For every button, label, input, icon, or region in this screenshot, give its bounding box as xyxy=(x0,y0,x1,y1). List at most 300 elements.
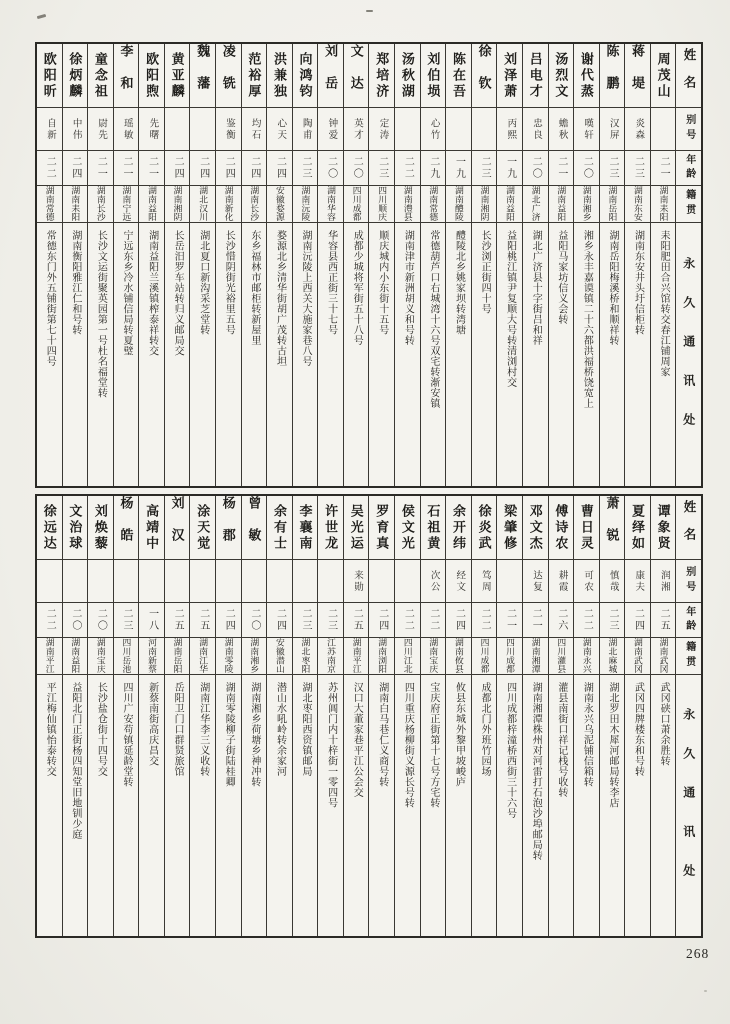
address-cell: 苏州阊门内十梓街一零四号 xyxy=(325,682,337,808)
alias-cell xyxy=(165,560,190,603)
person-column xyxy=(317,496,343,936)
person-column xyxy=(496,496,522,936)
age-cell: 二四 xyxy=(242,151,267,186)
name-cell: 刘伯埙 xyxy=(421,44,446,108)
person-column xyxy=(189,496,215,936)
age-cell: 二〇 xyxy=(318,151,343,186)
alias-cell: 中伟 xyxy=(63,108,88,151)
name-cell: 余有士 xyxy=(267,496,292,560)
age-cell: 二二 xyxy=(472,603,497,638)
native-place-cell: 湖南宝庆 xyxy=(421,638,446,675)
native-place-cell: 湖北麻城 xyxy=(600,638,625,675)
address-cell: 长沙惜阴街光裕里五号 xyxy=(223,230,235,335)
person-column xyxy=(573,44,599,486)
native-place-cell: 湖南醴陵 xyxy=(446,186,471,223)
age-cell: 二四 xyxy=(190,151,215,186)
alias-cell xyxy=(651,108,676,151)
native-place-cell: 湖南攸县 xyxy=(446,638,471,675)
person-column xyxy=(368,496,394,936)
address-cell: 湘乡永丰嘉谟镇二十六都洪福桥饶宽上 xyxy=(581,230,593,409)
name-cell: 汤秋湖 xyxy=(395,44,420,108)
address-cell: 婺源北乡清华街胡广茂转古坦 xyxy=(274,230,286,367)
person-column xyxy=(215,44,241,486)
person-column xyxy=(522,496,548,936)
native-place-cell: 湖南沅陵 xyxy=(293,186,318,223)
name-cell: 刘泽萧 xyxy=(497,44,522,108)
alias-cell xyxy=(216,560,241,603)
age-cell: 一九 xyxy=(446,151,471,186)
name-cell: 曾敏 xyxy=(242,496,267,560)
name-cell: 李和 xyxy=(114,44,139,108)
age-cell: 二〇 xyxy=(574,151,599,186)
person-column xyxy=(138,44,164,486)
alias-cell xyxy=(139,560,164,603)
native-place-cell: 湖南东安 xyxy=(625,186,650,223)
alias-cell: 自新 xyxy=(37,108,62,151)
address-cell: 常德东门外五铺街第七十四号 xyxy=(44,230,56,367)
person-column xyxy=(241,44,267,486)
address-cell: 武冈四牌楼东和号转 xyxy=(632,682,644,777)
person-column xyxy=(62,496,88,936)
scan-artifact xyxy=(366,10,373,12)
header-column xyxy=(675,496,701,936)
native-place-cell: 湖南长沙 xyxy=(88,186,113,223)
person-column xyxy=(624,496,650,936)
native-place-cell: 安徽婺源 xyxy=(267,186,292,223)
native-place-cell: 湖南宁远 xyxy=(114,186,139,223)
scan-artifact xyxy=(704,990,707,992)
person-column xyxy=(599,496,625,936)
name-cell: 魏藩 xyxy=(190,44,215,108)
page-number: 268 xyxy=(686,946,710,961)
address-cell: 湖南衡阳雅江仁和号转 xyxy=(69,230,81,335)
native-place-cell: 湖南江华 xyxy=(190,638,215,675)
address-cell: 湖南湘乡荷塘乡神冲转 xyxy=(248,682,260,787)
age-cell: 二二 xyxy=(37,603,62,638)
header-name: 姓名 xyxy=(676,44,701,108)
name-cell: 吴光运 xyxy=(344,496,369,560)
native-place-cell: 湖南常德 xyxy=(37,186,62,223)
age-cell: 二四 xyxy=(216,603,241,638)
name-cell: 徐钦 xyxy=(472,44,497,108)
age-cell: 二〇 xyxy=(63,603,88,638)
address-cell: 四川成都梓潼桥西街三十六号 xyxy=(504,682,516,819)
person-column xyxy=(215,496,241,936)
age-cell: 二二 xyxy=(574,603,599,638)
native-place-cell: 湖南武冈 xyxy=(625,638,650,675)
address-cell: 新蔡南街高庆昌交 xyxy=(146,682,158,766)
address-cell: 灌县南街口祥记栈号收转 xyxy=(555,682,567,798)
address-cell: 东乡福林市邮柜转新屋里 xyxy=(248,230,260,346)
alias-cell: 定涛 xyxy=(369,108,394,151)
age-cell: 二二 xyxy=(395,603,420,638)
age-cell: 二四 xyxy=(267,603,292,638)
native-place-cell: 湖南宝庆 xyxy=(88,638,113,675)
native-place-cell: 湖南湘乡 xyxy=(574,186,599,223)
header-native-place: 籍贯 xyxy=(676,638,701,675)
age-cell: 二三 xyxy=(369,151,394,186)
person-column xyxy=(548,44,574,486)
person-column xyxy=(394,496,420,936)
person-column xyxy=(87,44,113,486)
native-place-cell: 湖南耒阳 xyxy=(63,186,88,223)
header-address: 永久通讯处 xyxy=(681,708,696,903)
native-place-cell: 四川岳池 xyxy=(114,638,139,675)
age-cell: 二三 xyxy=(293,151,318,186)
alias-cell: 耕霞 xyxy=(549,560,574,603)
address-cell: 湖南津市新洲胡义和号转 xyxy=(402,230,414,346)
person-column xyxy=(62,44,88,486)
age-cell: 一八 xyxy=(139,603,164,638)
alias-cell: 心天 xyxy=(267,108,292,151)
native-place-cell: 湖南湘阴 xyxy=(472,186,497,223)
header-age: 年龄 xyxy=(676,603,701,638)
age-cell: 二四 xyxy=(267,151,292,186)
person-column xyxy=(394,44,420,486)
address-cell: 汉口大董家巷平江公会交 xyxy=(351,682,363,798)
age-cell: 二九 xyxy=(421,151,446,186)
age-cell: 二五 xyxy=(344,603,369,638)
native-place-cell: 四川顺庆 xyxy=(369,186,394,223)
native-place-cell: 湖北广济 xyxy=(523,186,548,223)
age-cell: 二四 xyxy=(165,151,190,186)
address-cell: 岳阳卫门口群贤旅馆 xyxy=(172,682,184,777)
alias-cell xyxy=(88,560,113,603)
name-cell: 徐炎武 xyxy=(472,496,497,560)
address-cell: 长沙浏正街四十号 xyxy=(479,230,491,314)
alias-cell: 润湘 xyxy=(651,560,676,603)
native-place-cell: 四川成都 xyxy=(344,186,369,223)
native-place-cell: 湖南华容 xyxy=(318,186,343,223)
alias-cell xyxy=(497,560,522,603)
native-place-cell: 湖南平江 xyxy=(344,638,369,675)
person-column xyxy=(87,496,113,936)
directory-table-top xyxy=(35,42,703,488)
native-place-cell: 湖北汉川 xyxy=(190,186,215,223)
native-place-cell: 湖南湘乡 xyxy=(242,638,267,675)
age-cell: 二一 xyxy=(549,151,574,186)
native-place-cell: 湖南零陵 xyxy=(216,638,241,675)
name-cell: 傅诗农 xyxy=(549,496,574,560)
age-cell: 二四 xyxy=(625,603,650,638)
native-place-cell: 四川成都 xyxy=(472,638,497,675)
name-cell: 梁肇修 xyxy=(497,496,522,560)
name-cell: 欧阳煦 xyxy=(139,44,164,108)
alias-cell xyxy=(190,560,215,603)
alias-cell xyxy=(293,560,318,603)
age-cell: 二六 xyxy=(549,603,574,638)
alias-cell xyxy=(472,108,497,151)
name-cell: 杨皓 xyxy=(114,496,139,560)
age-cell: 二四 xyxy=(63,151,88,186)
person-column xyxy=(292,496,318,936)
name-cell: 侯文光 xyxy=(395,496,420,560)
native-place-cell: 湖南澧县 xyxy=(395,186,420,223)
address-cell: 湖南湘潭株州对河雷打石泡沙埠邮局转 xyxy=(530,682,542,861)
address-cell: 长沙盐仓街十四号交 xyxy=(95,682,107,777)
native-place-cell: 四川成都 xyxy=(497,638,522,675)
native-place-cell: 湖南耒阳 xyxy=(651,186,676,223)
address-cell: 成都少城将军街五十八号 xyxy=(351,230,363,346)
alias-cell: 钟爱 xyxy=(318,108,343,151)
alias-cell: 蟾秋 xyxy=(549,108,574,151)
native-place-cell: 湖南武冈 xyxy=(651,638,676,675)
age-cell: 二二 xyxy=(395,151,420,186)
alias-cell: 汉屏 xyxy=(600,108,625,151)
age-cell: 二〇 xyxy=(242,603,267,638)
age-cell: 二五 xyxy=(190,603,215,638)
name-cell: 向鸿钧 xyxy=(293,44,318,108)
name-cell: 涂天觉 xyxy=(190,496,215,560)
address-cell: 湖北广济县十字街吕和祥 xyxy=(530,230,542,346)
address-cell: 湖北罗田木犀河邮局转李店 xyxy=(606,682,618,808)
name-cell: 邓文杰 xyxy=(523,496,548,560)
header-address: 永久通讯处 xyxy=(681,257,696,452)
alias-cell: 达复 xyxy=(523,560,548,603)
address-cell: 湖北夏口新沟采芝堂转 xyxy=(197,230,209,335)
name-cell: 陈鹏 xyxy=(600,44,625,108)
alias-cell xyxy=(190,108,215,151)
native-place-cell: 湖南益阳 xyxy=(549,186,574,223)
person-column xyxy=(113,496,139,936)
alias-cell xyxy=(395,560,420,603)
alias-cell: 慎哉 xyxy=(600,560,625,603)
alias-cell xyxy=(242,560,267,603)
native-place-cell: 河南新蔡 xyxy=(139,638,164,675)
scan-artifact xyxy=(37,14,46,19)
name-cell: 许世龙 xyxy=(318,496,343,560)
age-cell: 二〇 xyxy=(523,151,548,186)
directory-table-bottom xyxy=(35,494,703,938)
alias-cell: 可农 xyxy=(574,560,599,603)
native-place-cell: 四川灌县 xyxy=(549,638,574,675)
native-place-cell: 湖南湘潭 xyxy=(523,638,548,675)
alias-cell xyxy=(63,560,88,603)
age-cell: 二三 xyxy=(293,603,318,638)
address-cell: 华容县西正街三十七号 xyxy=(325,230,337,335)
name-cell: 汤烈文 xyxy=(549,44,574,108)
person-column xyxy=(241,496,267,936)
alias-cell: 笃周 xyxy=(472,560,497,603)
person-column xyxy=(368,44,394,486)
native-place-cell: 湖南岳阳 xyxy=(165,638,190,675)
address-cell: 常德葫芦口右城湾十六号双宅转渐安镇 xyxy=(427,230,439,409)
person-column xyxy=(164,44,190,486)
person-column xyxy=(420,496,446,936)
header-column xyxy=(675,44,701,486)
native-place-cell: 湖南浏阳 xyxy=(369,638,394,675)
address-cell: 湖南东安井头圩信柜转 xyxy=(632,230,644,335)
alias-cell: 先曙 xyxy=(139,108,164,151)
alias-cell xyxy=(114,560,139,603)
person-column xyxy=(445,496,471,936)
person-column xyxy=(113,44,139,486)
age-cell: 二一 xyxy=(523,603,548,638)
alias-cell xyxy=(395,108,420,151)
address-cell: 长沙文运街聚英园第一号杜名福堂转 xyxy=(95,230,107,398)
address-cell: 湖南零陵柳子街陆桂卿 xyxy=(223,682,235,787)
address-cell: 益阳桃江镇尹复顺大号转清浏村交 xyxy=(504,230,516,388)
person-column xyxy=(266,44,292,486)
age-cell: 二三 xyxy=(318,603,343,638)
native-place-cell: 湖南益阳 xyxy=(63,638,88,675)
name-cell: 余开纬 xyxy=(446,496,471,560)
address-cell: 成都北门外班竹园场 xyxy=(479,682,491,777)
age-cell: 二三 xyxy=(472,151,497,186)
alias-cell: 瑶敏 xyxy=(114,108,139,151)
age-cell: 二一 xyxy=(139,151,164,186)
header-native-place: 籍贯 xyxy=(676,186,701,223)
name-cell: 蒋堤 xyxy=(625,44,650,108)
age-cell: 二四 xyxy=(369,603,394,638)
age-cell: 二三 xyxy=(600,603,625,638)
person-column xyxy=(573,496,599,936)
name-cell: 刘汉 xyxy=(165,496,190,560)
alias-cell xyxy=(165,108,190,151)
name-cell: 黄亚麟 xyxy=(165,44,190,108)
alias-cell: 陶甫 xyxy=(293,108,318,151)
person-column xyxy=(189,44,215,486)
person-column xyxy=(522,44,548,486)
native-place-cell: 湖北枣阳 xyxy=(293,638,318,675)
person-column xyxy=(624,44,650,486)
name-cell: 文达 xyxy=(344,44,369,108)
native-place-cell: 湖南益阳 xyxy=(139,186,164,223)
alias-cell: 忠良 xyxy=(523,108,548,151)
name-cell: 周茂山 xyxy=(651,44,676,108)
age-cell: 二一 xyxy=(114,151,139,186)
name-cell: 李襄南 xyxy=(293,496,318,560)
person-column xyxy=(599,44,625,486)
name-cell: 谭象贤 xyxy=(651,496,676,560)
person-column xyxy=(37,44,62,486)
age-cell: 二四 xyxy=(216,151,241,186)
address-cell: 武冈硖口萧余胜转 xyxy=(658,682,670,766)
native-place-cell: 湖南永兴 xyxy=(574,638,599,675)
header-age: 年龄 xyxy=(676,151,701,186)
name-cell: 曹日灵 xyxy=(574,496,599,560)
name-cell: 夏绎如 xyxy=(625,496,650,560)
person-column xyxy=(37,496,62,936)
native-place-cell: 湖南平江 xyxy=(37,638,62,675)
native-place-cell: 四川江北 xyxy=(395,638,420,675)
header-alias: 别号 xyxy=(676,560,701,603)
person-column xyxy=(266,496,292,936)
name-cell: 范裕厚 xyxy=(242,44,267,108)
person-column xyxy=(138,496,164,936)
native-place-cell: 湖南益阳 xyxy=(497,186,522,223)
person-column xyxy=(343,496,369,936)
alias-cell xyxy=(446,108,471,151)
name-cell: 杨郡 xyxy=(216,496,241,560)
address-cell: 耒阳肥田合兴馆转交春江铺周家 xyxy=(658,230,670,377)
native-place-cell: 湖南长沙 xyxy=(242,186,267,223)
header-alias: 别号 xyxy=(676,108,701,151)
person-column xyxy=(445,44,471,486)
alias-cell: 经文 xyxy=(446,560,471,603)
address-cell: 醴陵北乡姚家坝转湾塘 xyxy=(453,230,465,335)
address-cell: 益阳北门正街杨四知堂旧地钏少庭 xyxy=(69,682,81,840)
person-column xyxy=(420,44,446,486)
person-column xyxy=(471,44,497,486)
name-cell: 刘岳 xyxy=(318,44,343,108)
alias-cell: 丙熙 xyxy=(497,108,522,151)
alias-cell: 均石 xyxy=(242,108,267,151)
name-cell: 徐远达 xyxy=(37,496,62,560)
name-cell: 凌铣 xyxy=(216,44,241,108)
name-cell: 徐炳麟 xyxy=(63,44,88,108)
alias-cell: 来勋 xyxy=(344,560,369,603)
alias-cell: 嘆轩 xyxy=(574,108,599,151)
alias-cell: 次公 xyxy=(421,560,446,603)
alias-cell: 炎森 xyxy=(625,108,650,151)
alias-cell: 尉先 xyxy=(88,108,113,151)
native-place-cell: 湖南岳阳 xyxy=(600,186,625,223)
age-cell: 二三 xyxy=(625,151,650,186)
name-cell: 石祖黄 xyxy=(421,496,446,560)
address-cell: 湖南白马巷仁义商号转 xyxy=(376,682,388,787)
alias-cell: 鉴衡 xyxy=(216,108,241,151)
person-column xyxy=(343,44,369,486)
age-cell: 二二 xyxy=(421,603,446,638)
address-cell: 湖南江华李三义收转 xyxy=(197,682,209,777)
age-cell: 二〇 xyxy=(88,603,113,638)
native-place-cell: 江苏南京 xyxy=(318,638,343,675)
age-cell: 二五 xyxy=(651,603,676,638)
address-cell: 潜山水吼岭转余家河 xyxy=(274,682,286,777)
age-cell: 二一 xyxy=(497,603,522,638)
person-column xyxy=(164,496,190,936)
address-cell: 顺庆城内小东街十五号 xyxy=(376,230,388,335)
age-cell: 二三 xyxy=(600,151,625,186)
address-cell: 平江梅仙镇怡泰转交 xyxy=(44,682,56,777)
alias-cell: 心竹 xyxy=(421,108,446,151)
age-cell: 二四 xyxy=(446,603,471,638)
person-column xyxy=(292,44,318,486)
alias-cell xyxy=(37,560,62,603)
name-cell: 萧锐 xyxy=(600,496,625,560)
name-cell: 刘焕藜 xyxy=(88,496,113,560)
age-cell: 二三 xyxy=(114,603,139,638)
address-cell: 长岳汨罗车站转归义邮局交 xyxy=(172,230,184,356)
address-cell: 四川广安苟镇延龄堂转 xyxy=(120,682,132,787)
address-cell: 益阳马家坊信义会转 xyxy=(555,230,567,325)
name-cell: 陈在吾 xyxy=(446,44,471,108)
age-cell: 二一 xyxy=(88,151,113,186)
name-cell: 高靖中 xyxy=(139,496,164,560)
person-column xyxy=(317,44,343,486)
alias-cell xyxy=(369,560,394,603)
name-cell: 罗育真 xyxy=(369,496,394,560)
address-cell: 湖南沅陵上西关大施家巷八号 xyxy=(300,230,312,367)
address-cell: 湖北枣阳西资镇邮局 xyxy=(300,682,312,777)
address-cell: 宁远东乡冷水铺信局转夏璧 xyxy=(120,230,132,356)
address-cell: 攸县东城外黎甲坡峻庐 xyxy=(453,682,465,787)
age-cell: 二二 xyxy=(37,151,62,186)
name-cell: 文治球 xyxy=(63,496,88,560)
person-column xyxy=(650,496,676,936)
age-cell: 二一 xyxy=(651,151,676,186)
name-cell: 童念祖 xyxy=(88,44,113,108)
name-cell: 洪兼独 xyxy=(267,44,292,108)
age-cell: 二〇 xyxy=(344,151,369,186)
alias-cell xyxy=(318,560,343,603)
header-name: 姓名 xyxy=(676,496,701,560)
native-place-cell: 湖南湘阴 xyxy=(165,186,190,223)
name-cell: 郑培济 xyxy=(369,44,394,108)
name-cell: 吕电才 xyxy=(523,44,548,108)
alias-cell: 英才 xyxy=(344,108,369,151)
